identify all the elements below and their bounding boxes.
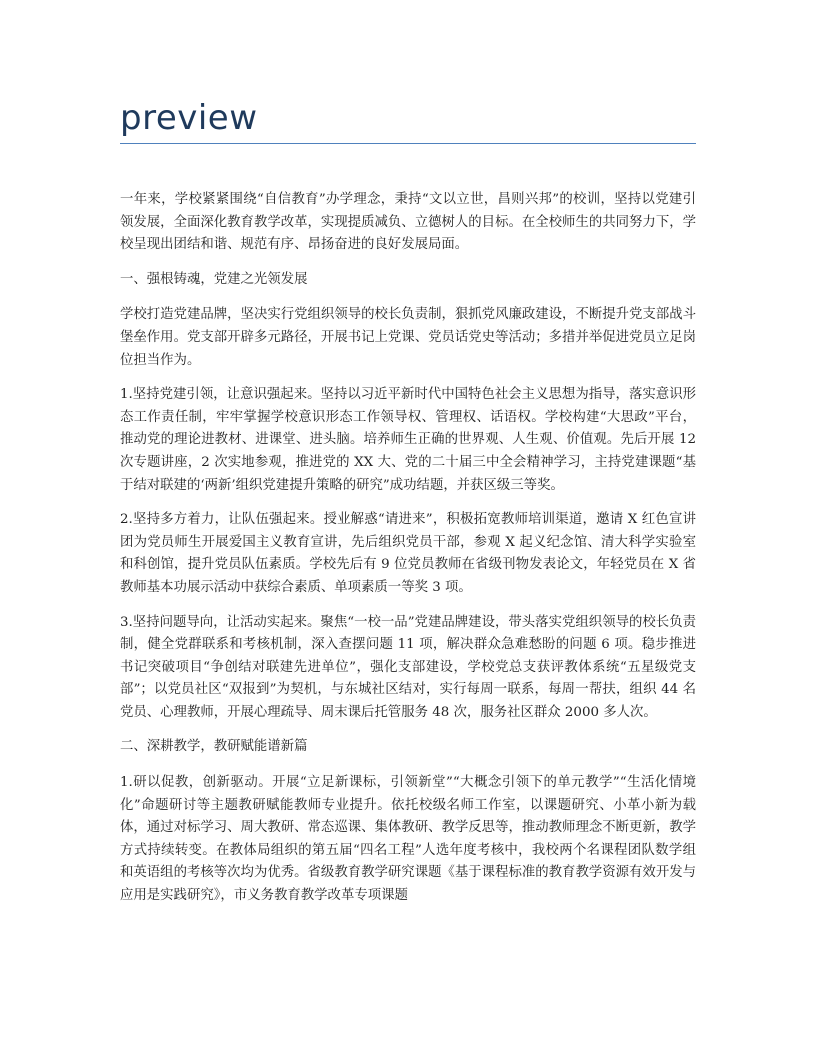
document-body: [120, 189, 696, 920]
body-paragraph: 学校打造党建品牌，坚决实行党组织领导的校长负责制，狠抓党风廉政建设，不断提升党支部战斗堡垒作用。党支部开辟多元路径，开展书记上党课、党员话党史等活动；多措并举促进党员立足岗位担当作为。: [120, 307, 696, 368]
body-paragraph: 2.坚持多方着力，让队伍强起来。授业解惑“请进来”，积极拓宽教师培训渠道，邀请 X 红色宣讲团为党员师生开展爱国主义教育宣讲，先后组织党员干部，参观 X 起义纪念馆、清大科学实验室和科创馆，提升党员队伍素质。学校先后有 9 位党员教师在省级刊物发表论文，年轻党员在 X 省教师基本功展示活动中获综合素质、单项素质一等奖 3 项。: [120, 512, 696, 595]
body-paragraph: 1.研以促教，创新驱动。开展“立足新课标，引领新堂”“大概念引领下的单元教学”“生活化情境化”命题研讨等主题教研赋能教师专业提升。依托校级名师工作室，以课题研究、小革小新为载体，通过对标学习、周大教研、常态巡课、集体教研、教学反思等，推动教师理念不断更新，教学方式持续转变。在教体局组织的第五届“四名工程”人选年度考核中，我校两个名课程团队数学组和英语组的考核等次均为优秀。省级教育教学研究课题《基于课程标准的教育教学资源有效开发与应用是实践研究》，市义务教育教学改革专项课题: [120, 775, 696, 904]
document-page: [120, 0, 696, 1056]
document-title: preview: [120, 98, 258, 138]
body-paragraph: 3.坚持问题导向，让活动实起来。聚焦“一校一品”党建品牌建设，带头落实党组织领导的校长负责制，健全党群联系和考核机制，深入查摆问题 11 项，解决群众急难愁盼的问题 6 项。稳步推进书记突破项目“争创结对联建先进单位”，强化支部建设，学校党总支获评教体系统“五星级党支部”；以党员社区“双报到”为契机，与东城社区结对，实行每周一联系，每周一帮扶，组织 44 名党员、心理教师，开展心理疏导、周末课后托管服务 48 次，服务社区群众 2000 多人次。: [120, 614, 696, 720]
body-paragraph: 1.坚持党建引领，让意识强起来。坚持以习近平新时代中国特色社会主义思想为指导，落实意识形态工作责任制，牢牢掌握学校意识形态工作领导权、管理权、话语权。学校构建“大思政”平台，推动党的理论进教材、进课堂、进头脑。培养师生正确的世界观、人生观、价值观。先后开展 12 次专题讲座，2 次实地参观，推进党的 XX 大、党的二十届三中全会精神学习，主持党建课题“基于结对联建的‘两新’组织党建提升策略的研究”成功结题，并获区级三等奖。: [120, 387, 696, 493]
intro-paragraph: 一年来，学校紧紧围绕“自信教育”办学理念，秉持“文以立世，昌则兴邦”的校训，坚持以党建引领发展，全面深化教育教学改革，实现提质减负、立德树人的目标。在全校师生的共同努力下，学校呈现出团结和谐、规范有序、昂扬奋进的良好发展局面。: [120, 192, 696, 253]
title-underline: [120, 143, 696, 144]
section-heading-party-building: 一、强根铸魂，党建之光领发展: [120, 271, 308, 287]
section-heading-teaching: 二、深耕教学，教研赋能谱新篇: [120, 739, 308, 755]
